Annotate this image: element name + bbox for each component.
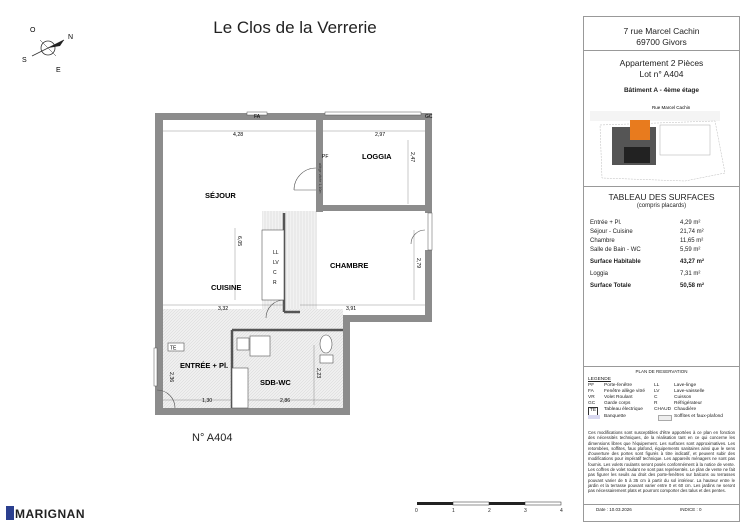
- building-floor: Bâtiment A - 4ème étage: [623, 87, 699, 94]
- tag-r: R: [273, 280, 277, 286]
- compass-n: N: [68, 34, 74, 41]
- wall-chambre-east: [425, 250, 432, 322]
- lot-number: Lot n° A404: [639, 69, 684, 79]
- banquette-swatch: [588, 415, 600, 419]
- room-chambre: CHAMBRE: [330, 261, 369, 270]
- scale-1: 1: [452, 508, 455, 514]
- wall-loggia-south: [316, 205, 430, 211]
- legend-row: TE Tableau électrique CHAUD Chaudière: [588, 407, 734, 413]
- legend-title: LEGENDE: [588, 377, 611, 382]
- surface-row: Entrée + Pl. 4,29 m²: [590, 220, 701, 226]
- surface-row: Salle de Bain - WC 5,59 m²: [590, 247, 701, 253]
- address-line1: 7 rue Marcel Cachin: [623, 26, 700, 36]
- page-title: Le Clos de la Verrerie: [213, 18, 377, 37]
- scale-3: 3: [524, 508, 527, 514]
- kitchen-sink: [250, 336, 270, 356]
- dim-chambre-h: 2,79: [415, 258, 421, 269]
- surface-habitable: Surface Habitable 43,27 m²: [590, 259, 705, 265]
- divider: [583, 186, 740, 187]
- compass-e: E: [56, 67, 61, 74]
- legend-row: Banquette Soffites et faux-plafond: [588, 414, 734, 420]
- apartment-info: [583, 58, 740, 80]
- surface-row: Chambre 11,65 m²: [590, 238, 704, 244]
- brand-mark-icon: [6, 506, 14, 520]
- dim-cuisine-w: 3,32: [218, 306, 229, 312]
- divider: [583, 50, 740, 51]
- index-label: INDICE : 0: [680, 507, 702, 512]
- legend-row: VR Volet Roulant C Cuisson: [588, 395, 692, 401]
- legend: [588, 377, 734, 420]
- scale-0: 0: [415, 508, 418, 514]
- date-label: Date : 10.03.2026: [596, 507, 632, 512]
- dim-entree-w: 1,30: [202, 398, 213, 404]
- scale-4: 4: [560, 508, 563, 514]
- wall-south: [155, 408, 350, 415]
- dim-top-sejour: 4,28: [233, 132, 244, 138]
- wall-loggia-east: [425, 113, 432, 213]
- legend-row: PF Porte-fenêtre LL Lave-linge: [588, 383, 697, 389]
- tag-gc: GC: [425, 114, 433, 120]
- room-entree: ENTRÉE + Pl.: [180, 361, 229, 370]
- address-line2: 69700 Givors: [636, 37, 687, 47]
- disclaimer-notes: Ces modifications sont susceptibles d'être apportées à ce plan en fonction des nécessités techniques, de la réalisation tant en ce qui concerne les dimensions libres que l'équipement. Les surfaces sont approximatives. Les retombées, soffites, faux plafond, équipements sanitaires ainsi que le sens d'ouverture des portes sont figurés à titre indicatif, et peuvent subir des modifications pour impératif technique. Les appareils ménagers ne sont pas fournis. Les volets roulants seront posés conformément à la notice de vente. Les coffres de volet roulant ne sont pas représentés. Le plan de vente ne fait pas figurer les seuils au droit des porte-fenêtres sur balcons ou terrasses pouvant varier de 5 à 35 cm à partir du sol intérieur. La hauteur entre le jardin et la terrasse pouvant varier entre 0 et 60 cm. Les jardins ne seront pas nécessairement plats et pourront comporter des talus et des pentes.: [588, 430, 735, 494]
- dim-allege: allège vitrée 1,10m: [318, 163, 322, 194]
- dim-sdb-w: 2,86: [280, 398, 291, 404]
- legend-row: FA Fenêtre allège vitré LV Lave-vaisselle: [588, 389, 705, 395]
- surfaces-subtitle: (compris placards): [636, 203, 687, 209]
- address: [583, 26, 740, 48]
- street-label: Rue Marcel Cachin: [652, 105, 691, 110]
- apartment-type: Appartement 2 Pièces: [619, 58, 704, 68]
- lot-label: N° A404: [192, 432, 233, 444]
- dim-entree-h: 2,36: [168, 372, 174, 383]
- soffite-swatch: [658, 415, 672, 421]
- wall-chambre-south: [343, 315, 432, 322]
- location-map: [590, 103, 735, 183]
- tag-c: C: [273, 270, 277, 276]
- plan-title: PLAN DE RESERVATION: [635, 369, 688, 374]
- tag-te: TE: [170, 345, 177, 352]
- surface-loggia: Loggia 7,31 m²: [590, 271, 701, 277]
- apartment-highlight: [630, 120, 650, 140]
- room-loggia: LOGGIA: [362, 152, 392, 161]
- tag-lv: LV: [273, 260, 279, 266]
- dim-sejour-h: 6,05: [236, 236, 242, 247]
- washbasin: [237, 338, 249, 350]
- tag-fa: FA: [254, 114, 261, 120]
- room-cuisine: CUISINE: [211, 283, 242, 292]
- tag-pf: PF: [322, 154, 329, 160]
- dim-loggia-h: 2,47: [409, 152, 415, 163]
- shower-tray: [232, 368, 248, 408]
- compass-s: S: [22, 57, 27, 64]
- dim-sdb-h: 2,23: [315, 368, 321, 379]
- wall-sdb-east: [343, 315, 350, 415]
- wc-bowl: [320, 335, 332, 353]
- divider: [583, 366, 740, 367]
- surface-row: Séjour - Cuisine 21,74 m²: [590, 229, 704, 235]
- surfaces-title: TABLEAU DES SURFACES: [608, 192, 715, 202]
- scale-bar: [415, 500, 575, 510]
- scale-2: 2: [488, 508, 491, 514]
- surface-total: Surface Totale 50,58 m²: [590, 283, 705, 289]
- brand-name: MARIGNAN: [15, 507, 85, 521]
- compass-o: O: [30, 27, 36, 34]
- room-sdb: SDB-WC: [260, 378, 291, 387]
- dim-chambre-w: 3,91: [346, 306, 357, 312]
- legend-row: GC Garde corps R Réfrigérateur: [588, 401, 702, 407]
- brand-logo: [6, 506, 85, 521]
- room-sejour: SÉJOUR: [205, 191, 236, 200]
- dim-top-loggia: 2,97: [375, 132, 386, 138]
- tag-ll: LL: [273, 250, 279, 256]
- divider: [583, 504, 740, 505]
